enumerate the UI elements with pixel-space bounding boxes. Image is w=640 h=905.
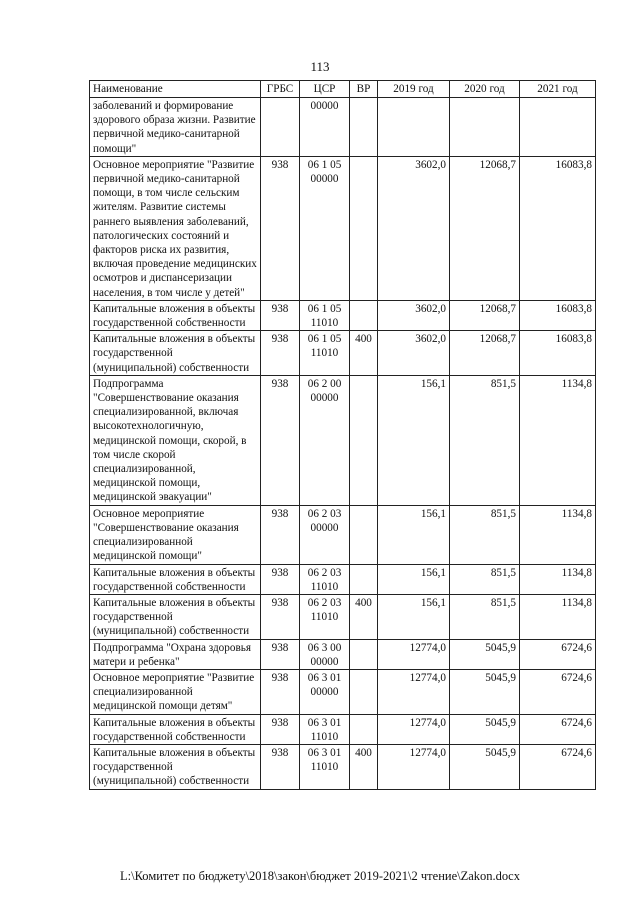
cell-name: Капитальные вложения в объекты государственной (муниципальной) собственности: [90, 594, 261, 639]
cell-grbs: 938: [261, 156, 300, 300]
cell-grbs: 938: [261, 594, 300, 639]
cell-vr: [350, 669, 378, 714]
cell-2019: 12774,0: [378, 639, 450, 669]
cell-2021: [520, 98, 596, 157]
cell-2019: 3602,0: [378, 300, 450, 330]
cell-2020: 5045,9: [450, 669, 520, 714]
table-row: [90, 669, 596, 714]
cell-name: Подпрограмма "Совершенствование оказания специализированной, включая высокотехнологичную, медицинской помощи, скорой, в том числе скорой специализированной, медицинской помощи, медицинской эвакуации": [90, 375, 261, 505]
cell-grbs: 938: [261, 331, 300, 376]
table-row: [90, 639, 596, 669]
table-row: [90, 714, 596, 744]
cell-2021: 6724,6: [520, 639, 596, 669]
cell-csr: 06 1 05 11010: [300, 331, 350, 376]
header-2019: 2019 год: [378, 81, 450, 98]
cell-name: Подпрограмма "Охрана здоровья матери и ребенка": [90, 639, 261, 669]
header-2021: 2021 год: [520, 81, 596, 98]
cell-grbs: 938: [261, 375, 300, 505]
table-body: [90, 98, 596, 790]
cell-2019: 156,1: [378, 505, 450, 564]
cell-2021: 16083,8: [520, 156, 596, 300]
cell-csr: 06 1 05 11010: [300, 300, 350, 330]
cell-vr: [350, 300, 378, 330]
cell-csr: 06 2 03 11010: [300, 594, 350, 639]
header-vr: ВР: [350, 81, 378, 98]
cell-2020: 851,5: [450, 505, 520, 564]
cell-2019: 12774,0: [378, 744, 450, 789]
cell-vr: [350, 714, 378, 744]
table-header-row: [90, 81, 596, 98]
cell-grbs: 938: [261, 669, 300, 714]
cell-grbs: 938: [261, 505, 300, 564]
header-csr: ЦСР: [300, 81, 350, 98]
cell-grbs: 938: [261, 564, 300, 594]
cell-2019: 156,1: [378, 564, 450, 594]
cell-2021: 1134,8: [520, 594, 596, 639]
budget-table: [89, 80, 596, 790]
cell-name: Капитальные вложения в объекты государственной собственности: [90, 300, 261, 330]
cell-csr: 06 2 00 00000: [300, 375, 350, 505]
cell-vr: 400: [350, 594, 378, 639]
cell-vr: [350, 98, 378, 157]
cell-csr: 06 1 05 00000: [300, 156, 350, 300]
cell-2021: 16083,8: [520, 300, 596, 330]
table-row: [90, 505, 596, 564]
table-row: [90, 744, 596, 789]
cell-2021: 6724,6: [520, 669, 596, 714]
page-number: 113: [310, 59, 330, 74]
cell-2020: 851,5: [450, 564, 520, 594]
cell-vr: [350, 375, 378, 505]
cell-2019: 156,1: [378, 375, 450, 505]
cell-2020: 851,5: [450, 375, 520, 505]
table-row: [90, 331, 596, 376]
table-row: [90, 564, 596, 594]
cell-2019: [378, 98, 450, 157]
cell-2019: 156,1: [378, 594, 450, 639]
cell-2019: 12774,0: [378, 669, 450, 714]
cell-name: Основное мероприятие "Совершенствование оказания специализированной медицинской помощи": [90, 505, 261, 564]
cell-csr: 00000: [300, 98, 350, 157]
cell-2020: 851,5: [450, 594, 520, 639]
cell-2021: 6724,6: [520, 744, 596, 789]
cell-name: Капитальные вложения в объекты государственной (муниципальной) собственности: [90, 331, 261, 376]
cell-name: Основное мероприятие "Развитие специализированной медицинской помощи детям": [90, 669, 261, 714]
cell-vr: [350, 505, 378, 564]
cell-csr: 06 3 00 00000: [300, 639, 350, 669]
cell-2020: 12068,7: [450, 300, 520, 330]
cell-grbs: 938: [261, 639, 300, 669]
cell-vr: 400: [350, 744, 378, 789]
header-2020: 2020 год: [450, 81, 520, 98]
cell-vr: [350, 156, 378, 300]
cell-2021: 6724,6: [520, 714, 596, 744]
cell-name: Капитальные вложения в объекты государственной собственности: [90, 564, 261, 594]
cell-2019: 3602,0: [378, 331, 450, 376]
cell-name: Основное мероприятие "Развитие первичной медико-санитарной помощи, в том числе сельским жителям. Развитие системы раннего выявления заболеваний, патологических состояний и факторов риска их развития, включая проведение медицинских осмотров и диспансеризации населения, в том числе у детей": [90, 156, 261, 300]
cell-vr: 400: [350, 331, 378, 376]
cell-2020: 5045,9: [450, 744, 520, 789]
cell-csr: 06 2 03 00000: [300, 505, 350, 564]
cell-2020: 12068,7: [450, 156, 520, 300]
footer-file-path: L:\Комитет по бюджету\2018\закон\бюджет 2019-2021\2 чтение\Zakon.docx: [120, 869, 520, 883]
table-row: [90, 375, 596, 505]
cell-name: Капитальные вложения в объекты государственной (муниципальной) собственности: [90, 744, 261, 789]
cell-2021: 1134,8: [520, 505, 596, 564]
cell-2021: 1134,8: [520, 375, 596, 505]
table-row: [90, 594, 596, 639]
table-row: [90, 156, 596, 300]
cell-grbs: 938: [261, 300, 300, 330]
cell-csr: 06 3 01 00000: [300, 669, 350, 714]
cell-2021: 16083,8: [520, 331, 596, 376]
cell-2020: [450, 98, 520, 157]
cell-vr: [350, 564, 378, 594]
cell-2020: 5045,9: [450, 714, 520, 744]
cell-2019: 12774,0: [378, 714, 450, 744]
cell-csr: 06 3 01 11010: [300, 714, 350, 744]
header-name: Наименование: [90, 81, 261, 98]
cell-csr: 06 3 01 11010: [300, 744, 350, 789]
table-row: [90, 300, 596, 330]
cell-grbs: 938: [261, 744, 300, 789]
cell-grbs: 938: [261, 714, 300, 744]
cell-2019: 3602,0: [378, 156, 450, 300]
cell-csr: 06 2 03 11010: [300, 564, 350, 594]
cell-2020: 12068,7: [450, 331, 520, 376]
cell-name: Капитальные вложения в объекты государственной собственности: [90, 714, 261, 744]
cell-grbs: [261, 98, 300, 157]
header-grbs: ГРБС: [261, 81, 300, 98]
cell-vr: [350, 639, 378, 669]
cell-name: заболеваний и формирование здорового образа жизни. Развитие первичной медико-санитарной помощи": [90, 98, 261, 157]
cell-2021: 1134,8: [520, 564, 596, 594]
cell-2020: 5045,9: [450, 639, 520, 669]
table-row: [90, 98, 596, 157]
